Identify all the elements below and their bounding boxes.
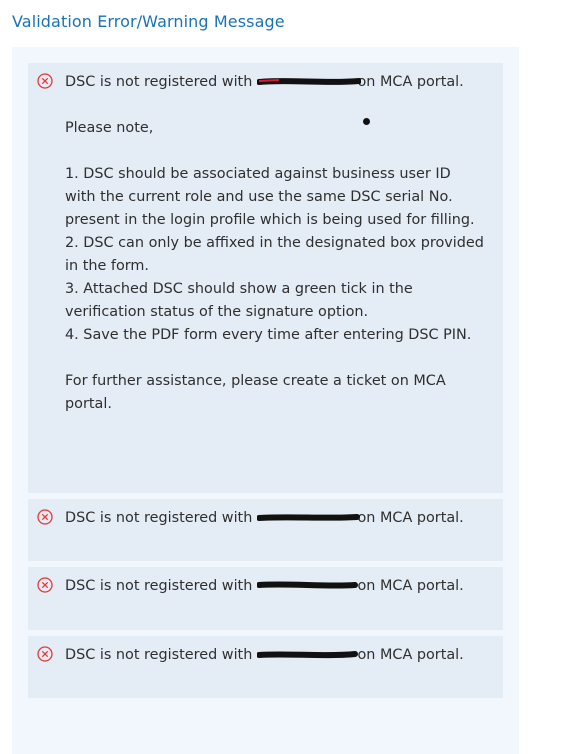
- error-icon: [37, 509, 53, 525]
- message-text: [65, 575, 485, 598]
- message-lead: DSC is not registered with: [65, 578, 253, 594]
- note-point: 3. Attached DSC should show a green tick in the verification status of the signature option.: [65, 281, 413, 320]
- note-point: 2. DSC can only be affixed in the designated box provided in the form.: [65, 235, 484, 274]
- message-tail: on MCA portal.: [357, 74, 464, 90]
- message-item: [28, 567, 503, 630]
- note-point: 1. DSC should be associated against business user ID with the current role and use the same DSC serial No. present in the login profile which is being used for filling.: [65, 166, 475, 228]
- redacted-id: [257, 650, 353, 660]
- message-text: [65, 71, 485, 416]
- message-item: [28, 63, 503, 493]
- message-tail: on MCA portal.: [357, 578, 464, 594]
- note-footer: For further assistance, please create a ticket on MCA portal.: [65, 373, 446, 412]
- message-text: [65, 644, 485, 667]
- message-lead: DSC is not registered with: [65, 647, 253, 663]
- error-icon: [37, 73, 53, 89]
- message-tail: on MCA portal.: [357, 510, 464, 526]
- validation-message-panel: [12, 47, 519, 754]
- redacted-id: [257, 77, 353, 87]
- message-lead: DSC is not registered with: [65, 510, 253, 526]
- note-point: 4. Save the PDF form every time after entering DSC PIN.: [65, 327, 472, 343]
- error-icon: [37, 577, 53, 593]
- redacted-id: [257, 581, 353, 591]
- redacted-id: [257, 513, 353, 523]
- message-lead: DSC is not registered with: [65, 74, 253, 90]
- note-intro: Please note,: [65, 120, 154, 136]
- ink-dot: [363, 118, 370, 125]
- message-text: [65, 507, 485, 530]
- message-item: [28, 499, 503, 561]
- message-tail: on MCA portal.: [357, 647, 464, 663]
- message-item: [28, 636, 503, 698]
- error-icon: [37, 646, 53, 662]
- page-title: Validation Error/Warning Message: [12, 12, 285, 31]
